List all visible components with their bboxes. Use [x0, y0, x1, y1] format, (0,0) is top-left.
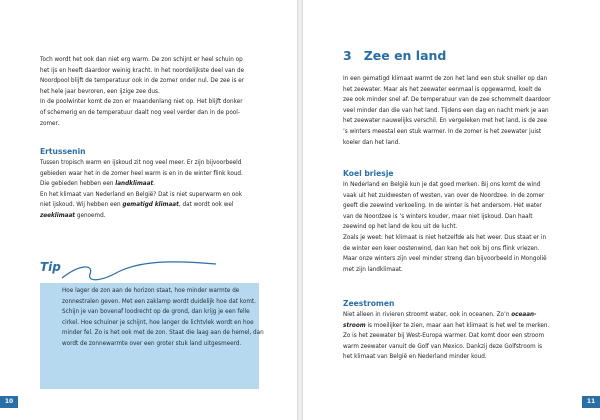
text-line: zeewind op het land de kou uit de lucht. [343, 224, 458, 231]
term-oceaanstroom-part2: stroom [343, 322, 366, 329]
text-line: geeft die zeewind verkoeling. In de winter is het andersom. Het water [343, 203, 542, 210]
right-page [303, 0, 600, 420]
text-line [40, 179, 243, 190]
text-line: gebieden waar het in de zomer heel warm is en in de winter flink koud. [40, 170, 243, 177]
tip-text [62, 286, 264, 350]
text-line: cirkel. Hoe schuiner je schijnt, hoe langer de lichtvlek wordt en hoe [62, 319, 254, 326]
chapter-title [343, 48, 446, 63]
text-run: Niet alleen in rivieren stroomt water, ook in oceanen. Zo’n [343, 312, 512, 318]
left-intro-paragraph [40, 55, 244, 129]
text-line: Toch wordt het ook dan niet erg warm. De zon schijnt er heel schuin op [40, 57, 243, 63]
text-run: . [153, 181, 155, 188]
text-line: zonnestralen geven. Met een zaklamp wordt duidelijk hoe dat komt. [62, 298, 256, 305]
text-line: wordt de zonnewarmte over een groter stuk land uitgesmeerd. [62, 340, 242, 347]
text-run: , dat wordt ook wel [178, 202, 234, 209]
text-line [343, 321, 549, 332]
right-section2-paragraph [343, 310, 549, 363]
text-line: Zo is het zeewater bij West-Europa warmer. Dat komt door een stroom [343, 333, 545, 340]
text-line: Schijn je van bovenaf loodrecht op de grond, dan krijg je een felle [62, 309, 250, 316]
text-line: de winter een keer oostenwind, dan kan het ook bij ons flink vriezen. [343, 245, 540, 252]
text-line [40, 211, 243, 222]
text-run: Die gebieden hebben een [40, 181, 116, 188]
text-line: Zoals je weet: het klimaat is niet hetzelfde als het weer. Dus staat er in [343, 234, 547, 241]
text-line: minder fel. Zo is het ook met de zon. Staat die laag aan de hemel, dan [62, 330, 264, 337]
text-line [343, 310, 549, 321]
text-line: In Nederland en België kun je dat goed merken. Bij ons komt de wind [343, 182, 541, 188]
right-intro-paragraph [343, 74, 551, 148]
text-line: vaak uit het zuidwesten of westen, van over de Noordzee. In de zomer [343, 192, 545, 199]
text-line: Tussen tropisch warm en ijskoud zit nog veel meer. Er zijn bijvoorbeeld [40, 160, 242, 166]
text-line: het hele jaar bevroren, een ijzige zee dus. [40, 88, 160, 95]
section-heading-zeestromen: Zeestromen [343, 299, 395, 308]
text-line: het klimaat van België en Nederland minder koud. [343, 354, 487, 361]
text-line: het zeewater. Maar als het zeewater eenmaal is opgewarmd, koelt de [343, 86, 542, 93]
text-line: Maar onze winters zijn veel minder streng dan bijvoorbeeld in Mongolië [343, 256, 547, 263]
text-line [40, 200, 243, 211]
text-line: ’s winters meestal een stuk warmer. In de zomer is het zeewater juist [343, 128, 542, 135]
tip-box [40, 283, 264, 389]
section-heading-ertussenin: Ertussenin [40, 147, 86, 156]
text-line: het ijs en heeft daardoor weinig kracht. In het noordelijkste deel van de [40, 67, 245, 74]
text-line: van de Noordzee is ’s winters kouder, maar niet ijskoud. Dan haalt [343, 213, 533, 220]
text-line: Noordpool blijft de temperatuur ook in de zomer onder nul. De zee is er [40, 78, 245, 85]
text-line: of schemerig en de temperatuur daalt nog veel verder dan in de pool- [40, 109, 240, 116]
page-number-left: 10 [0, 396, 18, 408]
text-line: In de poolwinter komt de zon er maandenlang niet op. Het blijft donker [40, 99, 243, 106]
term-landklimaat: landklimaat [115, 181, 154, 188]
text-line: In een gematigd klimaat warmt de zon het land een stuk sneller op dan [343, 76, 548, 82]
text-line: En het klimaat van Nederland en België? Dat is niet superwarm en ook [40, 191, 242, 198]
section-heading-koel-briesje: Koel briesje [343, 169, 394, 178]
chapter-number: 3 [343, 48, 352, 63]
term-gematigd-klimaat: gematigd klimaat [122, 202, 179, 209]
text-line: warm zeewater vanuit de Golf van Mexico. Dankzij deze Golfstroom is [343, 343, 543, 350]
left-section-paragraph [40, 158, 243, 222]
term-oceaanstroom-part1: oceaan- [511, 312, 537, 318]
text-line: zee ook minder snel af. De temperatuur van de zee schommelt daardoor [343, 97, 551, 104]
term-zeeklimaat: zeeklimaat [40, 212, 76, 219]
text-line: koeler dan het land. [343, 139, 401, 146]
tip-label: Tip [40, 260, 61, 274]
text-run: niet ijskoud. Wij hebben een [40, 202, 123, 209]
text-line: het zeewater nauwelijks verschil. En vergeleken met het land, is de zee [343, 118, 548, 125]
text-line: met zijn landklimaat. [343, 266, 403, 273]
text-run: is moeilijker te zien, maar aan het klimaat is het wel te merken. [365, 322, 550, 329]
chapter-title-text: Zee en land [363, 48, 447, 63]
text-run: genoemd. [75, 212, 106, 219]
page-number-right: 11 [582, 396, 600, 408]
text-line: zomer. [40, 120, 60, 127]
text-line: veel minder dan die van het land. Tijdens een dag en nacht merk je aan [343, 107, 549, 114]
text-line: Hoe lager de zon aan de horizon staat, hoe minder warmte de [62, 288, 240, 294]
left-page [0, 0, 297, 420]
right-section1-paragraph [343, 180, 547, 275]
